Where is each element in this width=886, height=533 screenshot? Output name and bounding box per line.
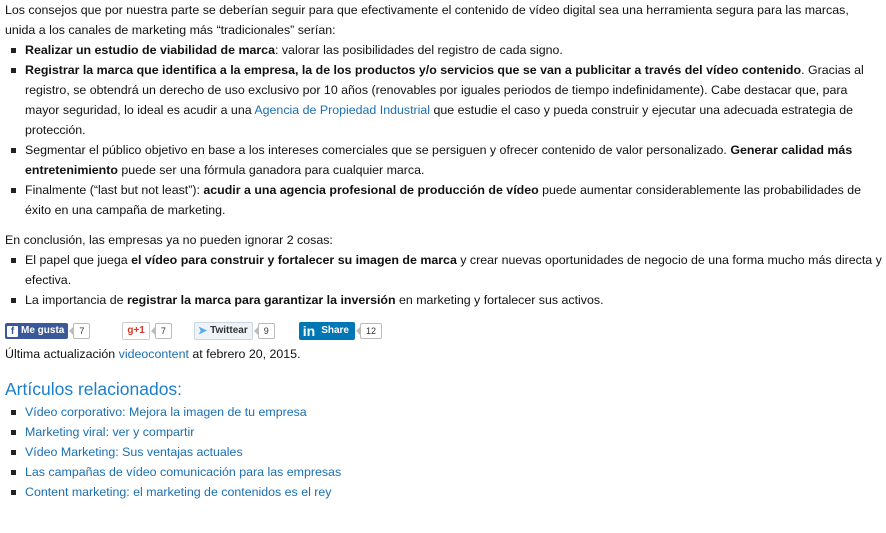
social-share-bar bbox=[5, 322, 882, 340]
google-plus-count: 7 bbox=[155, 323, 172, 339]
related-item bbox=[5, 482, 882, 502]
bold-text: acudir a una agencia profesional de producción de vídeo bbox=[203, 183, 539, 197]
related-item bbox=[5, 442, 882, 462]
related-link[interactable]: Marketing viral: ver y compartir bbox=[25, 425, 195, 439]
list-item bbox=[5, 290, 882, 310]
item-text: puede ser una fórmula ganadora para cualquier marca. bbox=[117, 163, 425, 177]
list-item bbox=[5, 40, 882, 60]
google-plus-icon: g bbox=[127, 325, 134, 336]
agencia-propiedad-industrial-link[interactable]: Agencia de Propiedad Industrial bbox=[254, 103, 431, 117]
related-heading: Artículos relacionados: bbox=[5, 379, 183, 399]
bold-text: Registrar la marca que identifica a la empresa, la de los productos y/o servicios que se van a publicitar a través del vídeo contenido bbox=[25, 63, 802, 77]
linkedin-icon: in bbox=[302, 323, 316, 339]
list-item bbox=[5, 140, 882, 180]
list-item bbox=[5, 250, 882, 290]
related-link[interactable]: Vídeo corporativo: Mejora la imagen de tu empresa bbox=[25, 405, 307, 419]
item-text: puede aumentar considerablemente las probabilidades de éxito en una campaña de marketing. bbox=[25, 183, 862, 217]
bold-text: Generar calidad más entretenimiento bbox=[25, 143, 853, 177]
intro-paragraph: Los consejos que por nuestra parte se deberían seguir para que efectivamente el contenido de vídeo digital sea una herramienta segura para las marcas, unida a los canales de marketing más “tradicionales” serían: bbox=[5, 3, 849, 37]
conclusion-paragraph: En conclusión, las empresas ya no pueden ignorar 2 cosas: bbox=[5, 233, 333, 247]
related-link[interactable]: Content marketing: el marketing de contenidos es el rey bbox=[25, 485, 332, 499]
item-text: La importancia de bbox=[25, 293, 127, 307]
twitter-bird-icon: ➤ bbox=[197, 325, 208, 337]
linkedin-share-button[interactable] bbox=[299, 322, 355, 340]
google-plus-label: +1 bbox=[133, 325, 145, 336]
related-item bbox=[5, 462, 882, 482]
item-text: : valorar las posibilidades del registro de cada signo. bbox=[274, 43, 563, 57]
linkedin-share-label: Share bbox=[321, 325, 349, 336]
related-link[interactable]: Las campañas de vídeo comunicación para las empresas bbox=[25, 465, 342, 479]
google-plus-button[interactable] bbox=[122, 322, 150, 340]
item-text: y crear nuevas oportunidades de negocio de una forma mucho más directa y efectiva. bbox=[25, 253, 882, 287]
related-item bbox=[5, 422, 882, 442]
facebook-count: 7 bbox=[73, 323, 90, 339]
bold-text: el vídeo para construir y fortalecer su imagen de marca bbox=[131, 253, 457, 267]
author-link[interactable]: videocontent bbox=[118, 347, 189, 361]
twitter-button[interactable] bbox=[194, 322, 253, 340]
bold-text: registrar la marca para garantizar la inversión bbox=[126, 293, 396, 307]
list-item bbox=[5, 60, 882, 140]
item-text: Segmentar el público objetivo en base a los intereses comerciales que se persiguen y ofrecer contenido de valor personalizado. bbox=[25, 143, 731, 157]
item-text: que estudie el caso y pueda construir y ejecutar una adecuada estrategia de protección. bbox=[25, 103, 853, 137]
list-item bbox=[5, 180, 882, 220]
linkedin-count: 12 bbox=[360, 323, 382, 339]
item-text: en marketing y fortalecer sus activos. bbox=[395, 293, 604, 307]
facebook-icon: f bbox=[7, 326, 18, 337]
twitter-label: Twittear bbox=[210, 325, 248, 336]
update-date: at febrero 20, 2015. bbox=[188, 347, 301, 361]
related-item bbox=[5, 402, 882, 422]
facebook-like-button[interactable] bbox=[5, 323, 68, 339]
twitter-count: 9 bbox=[258, 323, 275, 339]
conclusion-list bbox=[5, 250, 882, 310]
related-link[interactable]: Vídeo Marketing: Sus ventajas actuales bbox=[25, 445, 243, 459]
update-prefix: Última actualización bbox=[5, 347, 119, 361]
facebook-like-label: Me gusta bbox=[21, 325, 65, 336]
item-text: Finalmente (“last but not least”): bbox=[25, 183, 204, 197]
last-updated bbox=[5, 344, 882, 364]
bold-text: Realizar un estudio de viabilidad de marca bbox=[25, 43, 275, 57]
item-text: El papel que juega bbox=[25, 253, 132, 267]
advice-list bbox=[5, 40, 882, 220]
related-list bbox=[5, 402, 882, 502]
item-text: . Gracias al registro, se obtendrá un derecho de uso exclusivo por 10 años (renovables por iguales periodos de tiempo indefinidamente). Cabe destacar que, para mayor seguridad, lo ideal es acudir a una bbox=[25, 63, 864, 117]
